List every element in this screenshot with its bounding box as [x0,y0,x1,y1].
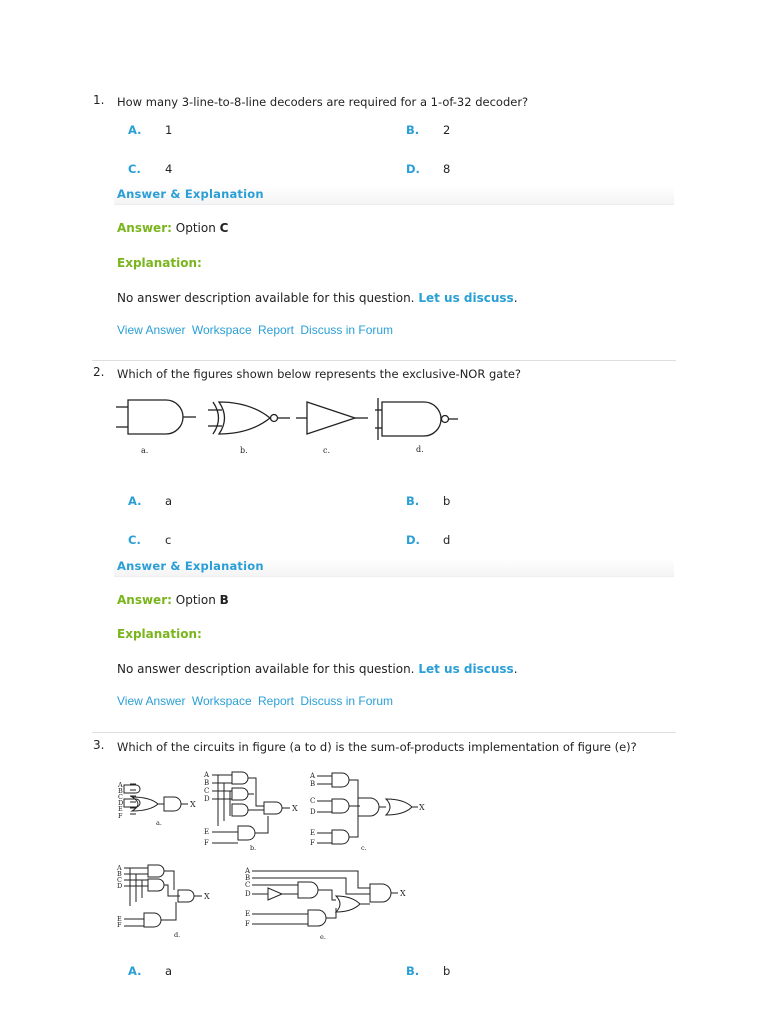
option-b-letter[interactable]: B. [406,123,420,137]
answer-line [117,593,229,607]
question-divider [92,732,676,733]
svg-text:X: X [419,803,425,812]
option-d-value[interactable]: d [443,533,451,547]
svg-text:E: E [117,915,122,923]
svg-text:F: F [204,839,209,847]
svg-text:D: D [117,882,123,890]
svg-text:X: X [400,889,406,898]
figure-label-c: c. [323,446,331,455]
answer-option: B [219,593,229,607]
question-text: How many 3-line-to-8-line decoders are required for a 1-of-32 decoder? [117,95,529,109]
circuit-c-label: c. [361,844,367,852]
option-c-value[interactable]: c [165,533,172,547]
option-b-value[interactable]: b [443,494,451,508]
explanation-label: Explanation: [117,627,202,641]
discuss-forum-link[interactable]: Discuss in Forum [300,323,394,337]
answer-prefix: Option [175,593,216,607]
option-c-value[interactable]: 4 [165,162,173,176]
question-text: Which of the figures shown below represents the exclusive-NOR gate? [117,367,522,381]
option-a-value[interactable]: a [165,494,173,508]
logic-gates-figure [110,392,470,458]
option-b-letter[interactable]: B. [406,964,420,978]
option-c-letter[interactable]: C. [128,162,141,176]
figure-label-b: b. [240,446,248,455]
svg-text:A: A [310,772,316,780]
svg-text:X: X [292,804,298,813]
answer-description: No answer description available for this question. Let us discuss. [117,662,518,676]
question-number: 1. [93,93,105,107]
gate-d-nand-icon [375,398,458,440]
circuit-b-label: b. [250,844,257,852]
gate-b-xnor-icon [208,402,290,434]
answer-option: C [219,221,229,235]
view-answer-link[interactable]: View Answer [117,694,186,708]
svg-text:A: A [117,864,122,872]
question-links [117,694,396,708]
svg-text:F: F [118,812,123,820]
answer-explanation-toggle[interactable] [114,558,674,577]
option-d-value[interactable]: 8 [443,162,451,176]
option-c-letter[interactable]: C. [128,533,141,547]
svg-text:E: E [204,828,210,836]
svg-text:C: C [117,876,122,884]
svg-text:B: B [310,780,316,788]
svg-text:E: E [118,805,123,813]
answer-explanation-toggle[interactable] [114,186,674,205]
option-a-letter[interactable]: A. [128,494,142,508]
svg-text:B: B [245,874,251,882]
option-b-value[interactable]: 2 [443,123,451,137]
svg-text:B: B [118,787,123,795]
circuit-d-icon [116,864,210,939]
option-d-letter[interactable]: D. [406,533,420,547]
view-answer-link[interactable]: View Answer [117,323,186,337]
svg-text:D: D [204,795,210,803]
svg-text:A: A [118,781,123,789]
svg-text:F: F [310,839,315,847]
svg-text:F: F [245,920,250,928]
svg-text:D: D [118,799,124,807]
circuit-c-icon [309,772,425,852]
svg-text:D: D [245,890,251,898]
answer-line [117,221,228,235]
question-divider [92,360,676,361]
svg-text:A: A [245,867,251,875]
option-b-letter[interactable]: B. [406,494,420,508]
svg-text:C: C [245,881,251,889]
answer-explanation-label[interactable]: Answer & Explanation [117,559,264,573]
circuit-a-icon [117,781,196,827]
description-text: No answer description available for this question. [117,291,415,305]
answer-description: No answer description available for this question. Let us discuss. [117,291,518,305]
svg-text:C: C [310,797,316,805]
explanation-label: Explanation: [117,256,202,270]
discuss-forum-link[interactable]: Discuss in Forum [300,694,394,708]
answer-label: Answer: [117,221,172,235]
svg-text:X: X [204,892,210,901]
question-text: Which of the circuits in figure (a to d) is the sum-of-products implementation of figure (e)? [117,740,637,754]
discuss-link[interactable]: Let us discuss [418,662,514,676]
svg-text:E: E [310,829,316,837]
gate-a-and-icon [116,400,196,434]
discuss-link[interactable]: Let us discuss [418,291,514,305]
workspace-link[interactable]: Workspace [191,694,252,708]
description-text: No answer description available for this question. [117,662,415,676]
option-d-letter[interactable]: D. [406,162,420,176]
svg-text:B: B [204,779,210,787]
option-a-letter[interactable]: A. [128,123,142,137]
question-number: 3. [93,738,105,752]
answer-label: Answer: [117,593,172,607]
svg-text:A: A [204,771,210,779]
circuit-a-label: a. [156,819,162,827]
svg-text:F: F [117,921,122,929]
svg-text:X: X [190,800,196,809]
option-a-letter[interactable]: A. [128,964,142,978]
answer-prefix: Option [175,221,216,235]
sum-of-products-circuits-figure [108,766,428,946]
report-link[interactable]: Report [257,694,295,708]
circuit-e-icon [244,867,406,941]
circuit-d-label: d. [174,931,181,939]
answer-explanation-label[interactable]: Answer & Explanation [117,187,264,201]
workspace-link[interactable]: Workspace [191,323,252,337]
circuit-b-icon [203,771,298,852]
gate-c-buffer-icon [296,402,368,434]
question-number: 2. [93,365,105,379]
svg-text:C: C [204,787,210,795]
option-a-value[interactable]: a [165,964,173,978]
svg-text:E: E [245,910,251,918]
svg-text:D: D [310,808,316,816]
figure-label-a: a. [141,446,149,455]
circuit-e-label: e. [320,933,326,941]
report-link[interactable]: Report [257,323,295,337]
svg-text:B: B [117,870,122,878]
option-a-value[interactable]: 1 [165,123,173,137]
figure-label-d: d. [416,445,424,454]
question-links [117,323,396,337]
option-b-value[interactable]: b [443,964,451,978]
svg-text:C: C [118,793,123,801]
